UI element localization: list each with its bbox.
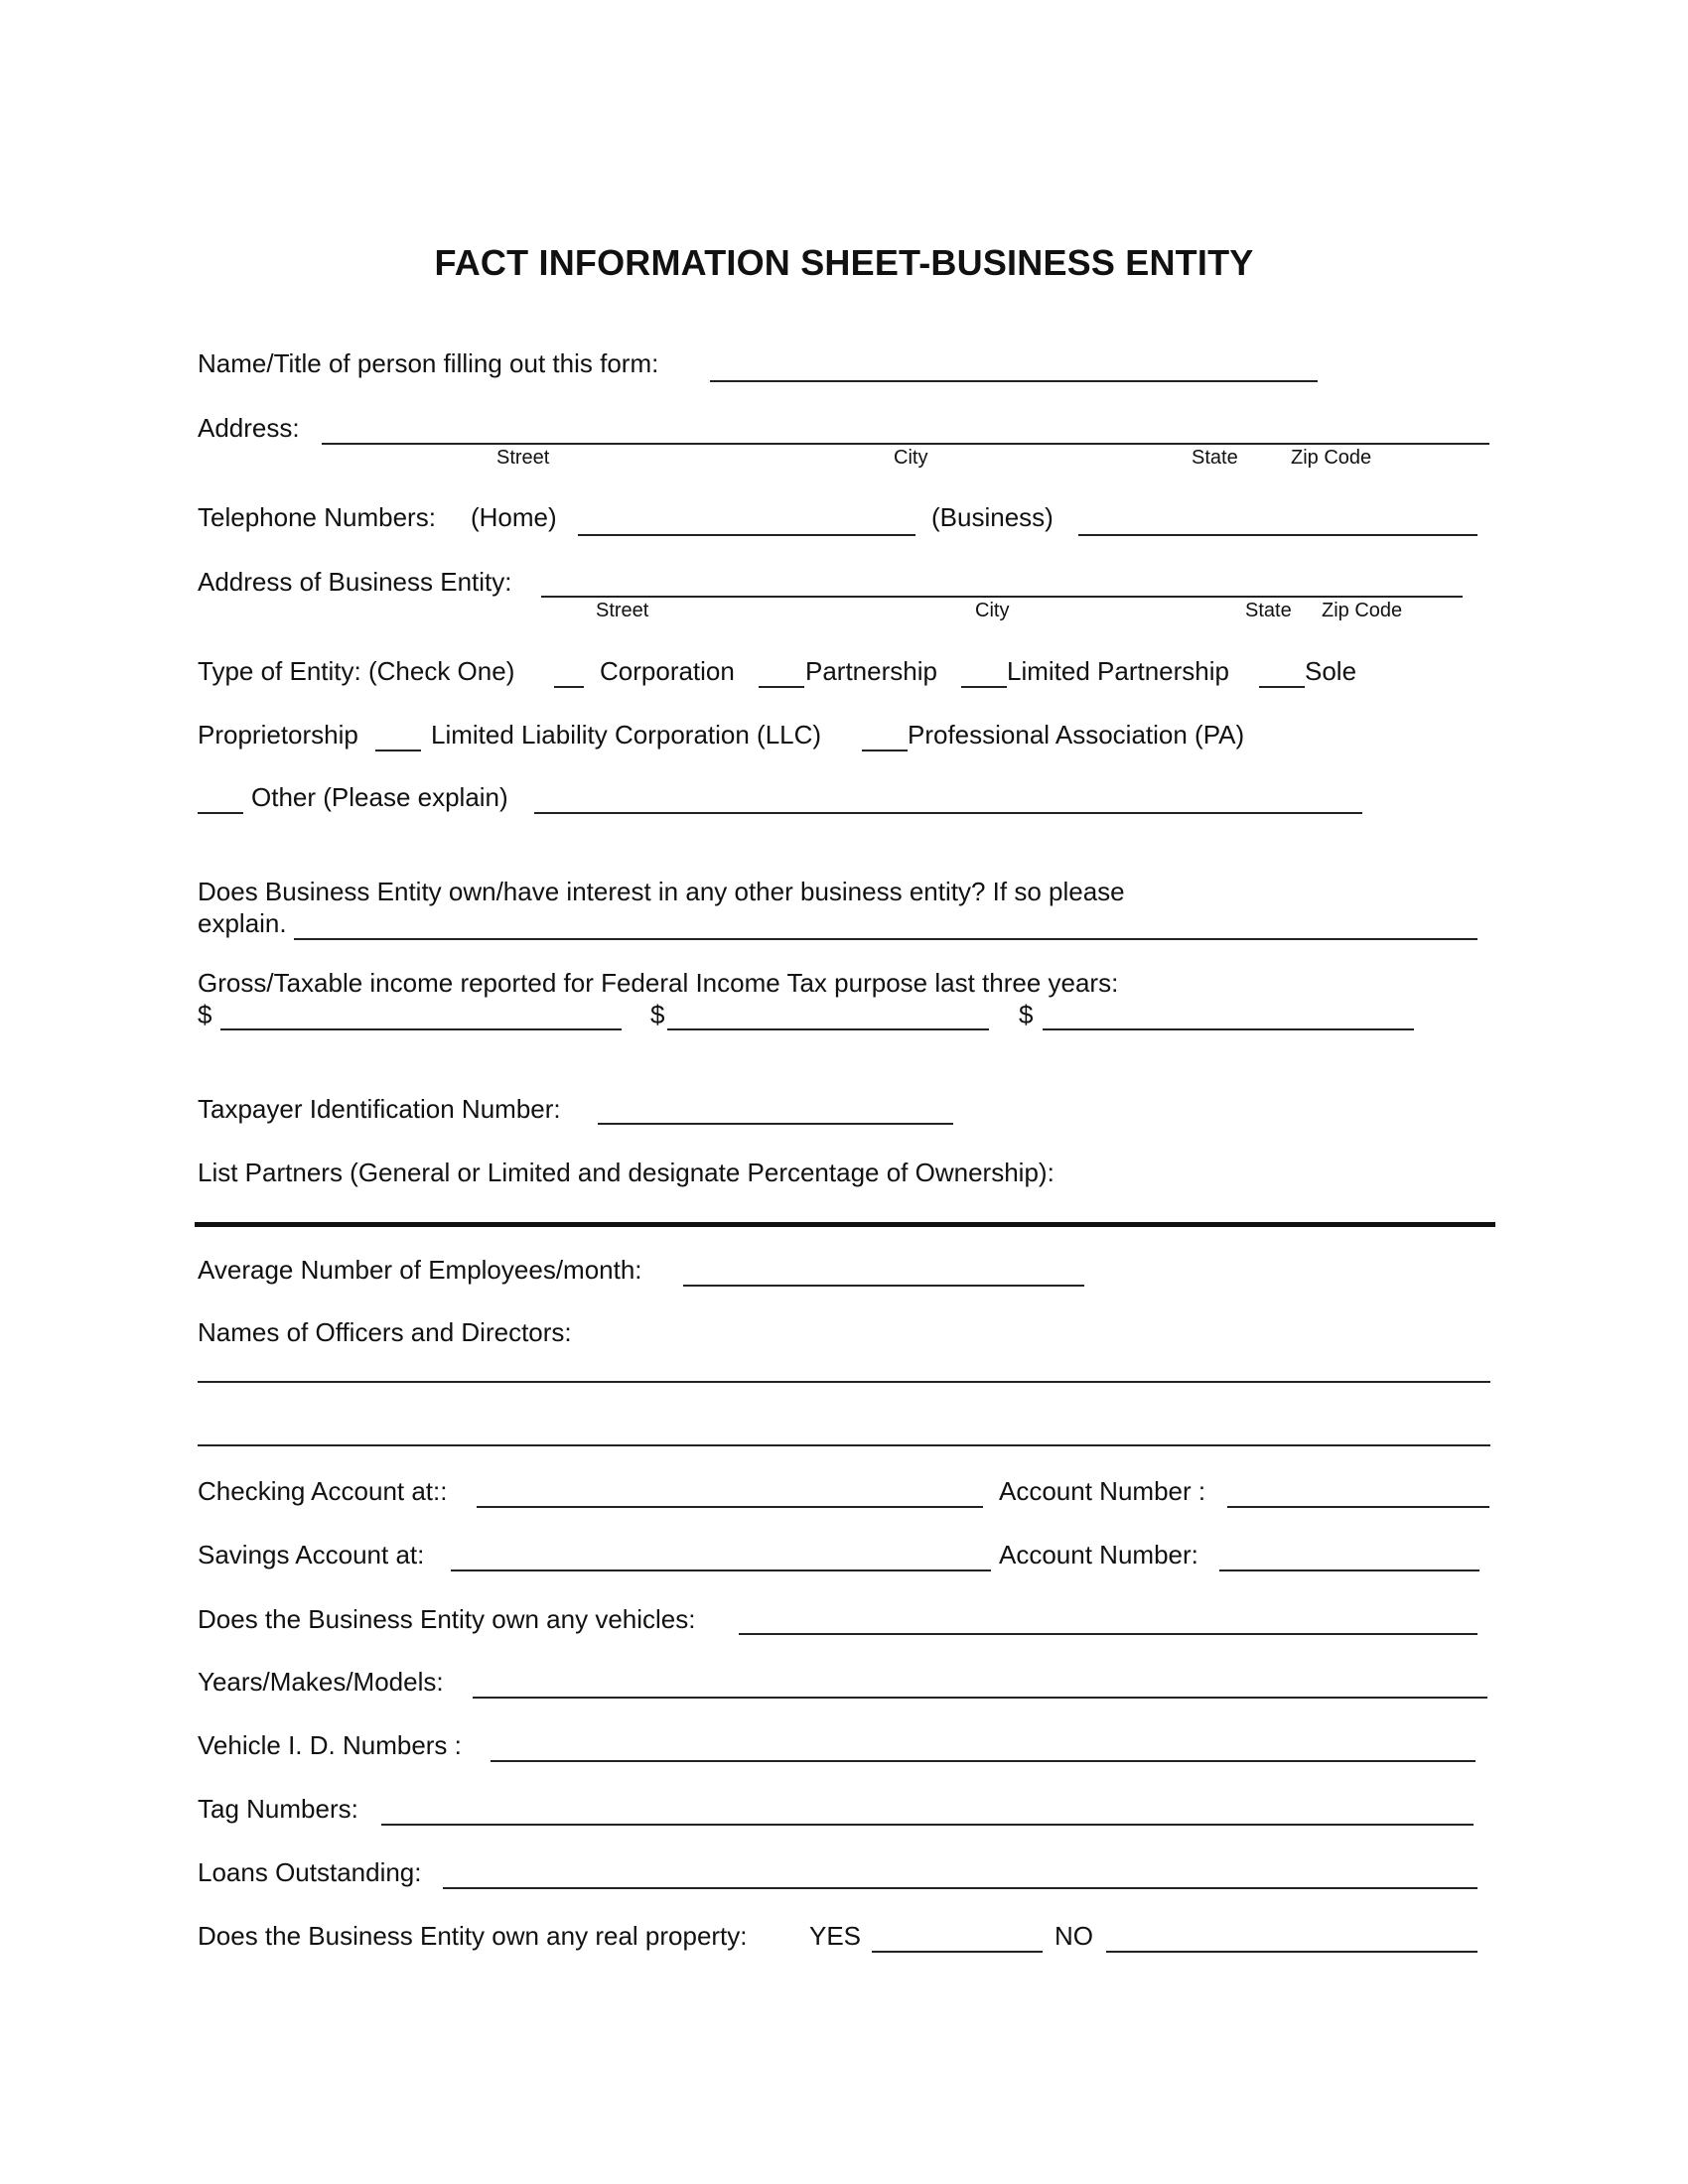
interest-explain-field[interactable] (294, 938, 1477, 940)
interest-question: Does Business Entity own/have interest in any other business entity? If so please (198, 877, 1125, 906)
real-property-no-field[interactable] (1106, 1951, 1477, 1953)
telephone-home-label: (Home) (471, 502, 557, 532)
sole-label: Sole (1305, 656, 1357, 686)
other-explain-field[interactable] (534, 812, 1362, 814)
pa-label: Professional Association (PA) (908, 720, 1245, 750)
address-field[interactable] (322, 443, 1489, 445)
business-state-caption: State (1245, 600, 1292, 621)
entity-type-label: Type of Entity: (Check One) (198, 656, 515, 686)
telephone-business-field[interactable] (1078, 534, 1477, 536)
telephone-business-label: (Business) (931, 502, 1054, 532)
income-year-3-field[interactable] (1043, 1028, 1414, 1030)
telephone-home-field[interactable] (578, 534, 915, 536)
name-title-field[interactable] (710, 380, 1318, 382)
other-checkline[interactable] (198, 812, 243, 814)
tags-label: Tag Numbers: (198, 1794, 358, 1824)
savings-account-field[interactable] (1219, 1570, 1479, 1571)
partners-divider (195, 1222, 1495, 1227)
savings-bank-field[interactable] (451, 1570, 991, 1571)
employees-field[interactable] (683, 1285, 1084, 1287)
years-makes-field[interactable] (473, 1697, 1487, 1699)
partnership-label: Partnership (805, 656, 937, 686)
income-currency-2: $ (650, 1000, 665, 1029)
other-label: Other (Please explain) (251, 782, 508, 812)
vin-field[interactable] (491, 1760, 1476, 1762)
business-address-field[interactable] (541, 596, 1463, 598)
real-property-label: Does the Business Entity own any real property: (198, 1921, 748, 1951)
business-address-label: Address of Business Entity: (198, 567, 512, 597)
pa-checkline[interactable] (862, 750, 908, 751)
checking-account-label: Account Number : (999, 1476, 1206, 1506)
address-state-caption: State (1192, 447, 1238, 469)
income-currency-1: $ (198, 1000, 212, 1029)
interest-explain-label: explain. (198, 908, 287, 938)
telephone-label: Telephone Numbers: (198, 502, 436, 532)
llc-checkline[interactable] (375, 750, 421, 751)
checking-bank-field[interactable] (477, 1506, 983, 1508)
llc-label: Limited Liability Corporation (LLC) (431, 720, 822, 750)
business-zip-caption: Zip Code (1322, 600, 1403, 621)
real-property-yes-field[interactable] (872, 1951, 1043, 1953)
tags-field[interactable] (381, 1824, 1474, 1826)
tin-label: Taxpayer Identification Number: (198, 1094, 561, 1124)
corporation-checkline[interactable] (554, 686, 584, 688)
real-property-no-label: NO (1055, 1921, 1093, 1951)
income-currency-3: $ (1019, 1000, 1034, 1029)
proprietorship-label: Proprietorship (198, 720, 358, 750)
partners-label: List Partners (General or Limited and designate Percentage of Ownership): (198, 1158, 1055, 1187)
officers-line-2[interactable] (198, 1444, 1490, 1446)
vehicles-field[interactable] (739, 1633, 1477, 1635)
officers-label: Names of Officers and Directors: (198, 1317, 572, 1347)
savings-label: Savings Account at: (198, 1540, 425, 1570)
savings-account-label: Account Number: (999, 1540, 1198, 1570)
vehicles-label: Does the Business Entity own any vehicles: (198, 1604, 696, 1634)
years-makes-label: Years/Makes/Models: (198, 1667, 444, 1697)
address-city-caption: City (894, 447, 928, 469)
limited-partnership-checkline[interactable] (961, 686, 1007, 688)
name-title-label: Name/Title of person filling out this form: (198, 348, 659, 378)
sole-checkline[interactable] (1259, 686, 1305, 688)
limited-partnership-label: Limited Partnership (1007, 656, 1229, 686)
income-year-2-field[interactable] (667, 1028, 989, 1030)
real-property-yes-label: YES (809, 1921, 862, 1951)
corporation-label: Corporation (600, 656, 735, 686)
vin-label: Vehicle I. D. Numbers : (198, 1730, 462, 1760)
address-street-caption: Street (496, 447, 550, 469)
page-title: FACT INFORMATION SHEET-BUSINESS ENTITY (434, 242, 1254, 283)
tin-field[interactable] (598, 1123, 953, 1125)
income-year-1-field[interactable] (220, 1028, 622, 1030)
business-street-caption: Street (596, 600, 649, 621)
address-zip-caption: Zip Code (1291, 447, 1372, 469)
income-label: Gross/Taxable income reported for Federal Income Tax purpose last three years: (198, 968, 1119, 998)
loans-field[interactable] (443, 1887, 1477, 1889)
checking-label: Checking Account at:: (198, 1476, 448, 1506)
officers-line-1[interactable] (198, 1381, 1490, 1383)
checking-account-field[interactable] (1227, 1506, 1489, 1508)
loans-label: Loans Outstanding: (198, 1857, 422, 1887)
address-label: Address: (198, 413, 300, 443)
employees-label: Average Number of Employees/month: (198, 1255, 642, 1285)
partnership-checkline[interactable] (759, 686, 804, 688)
business-city-caption: City (975, 600, 1010, 621)
